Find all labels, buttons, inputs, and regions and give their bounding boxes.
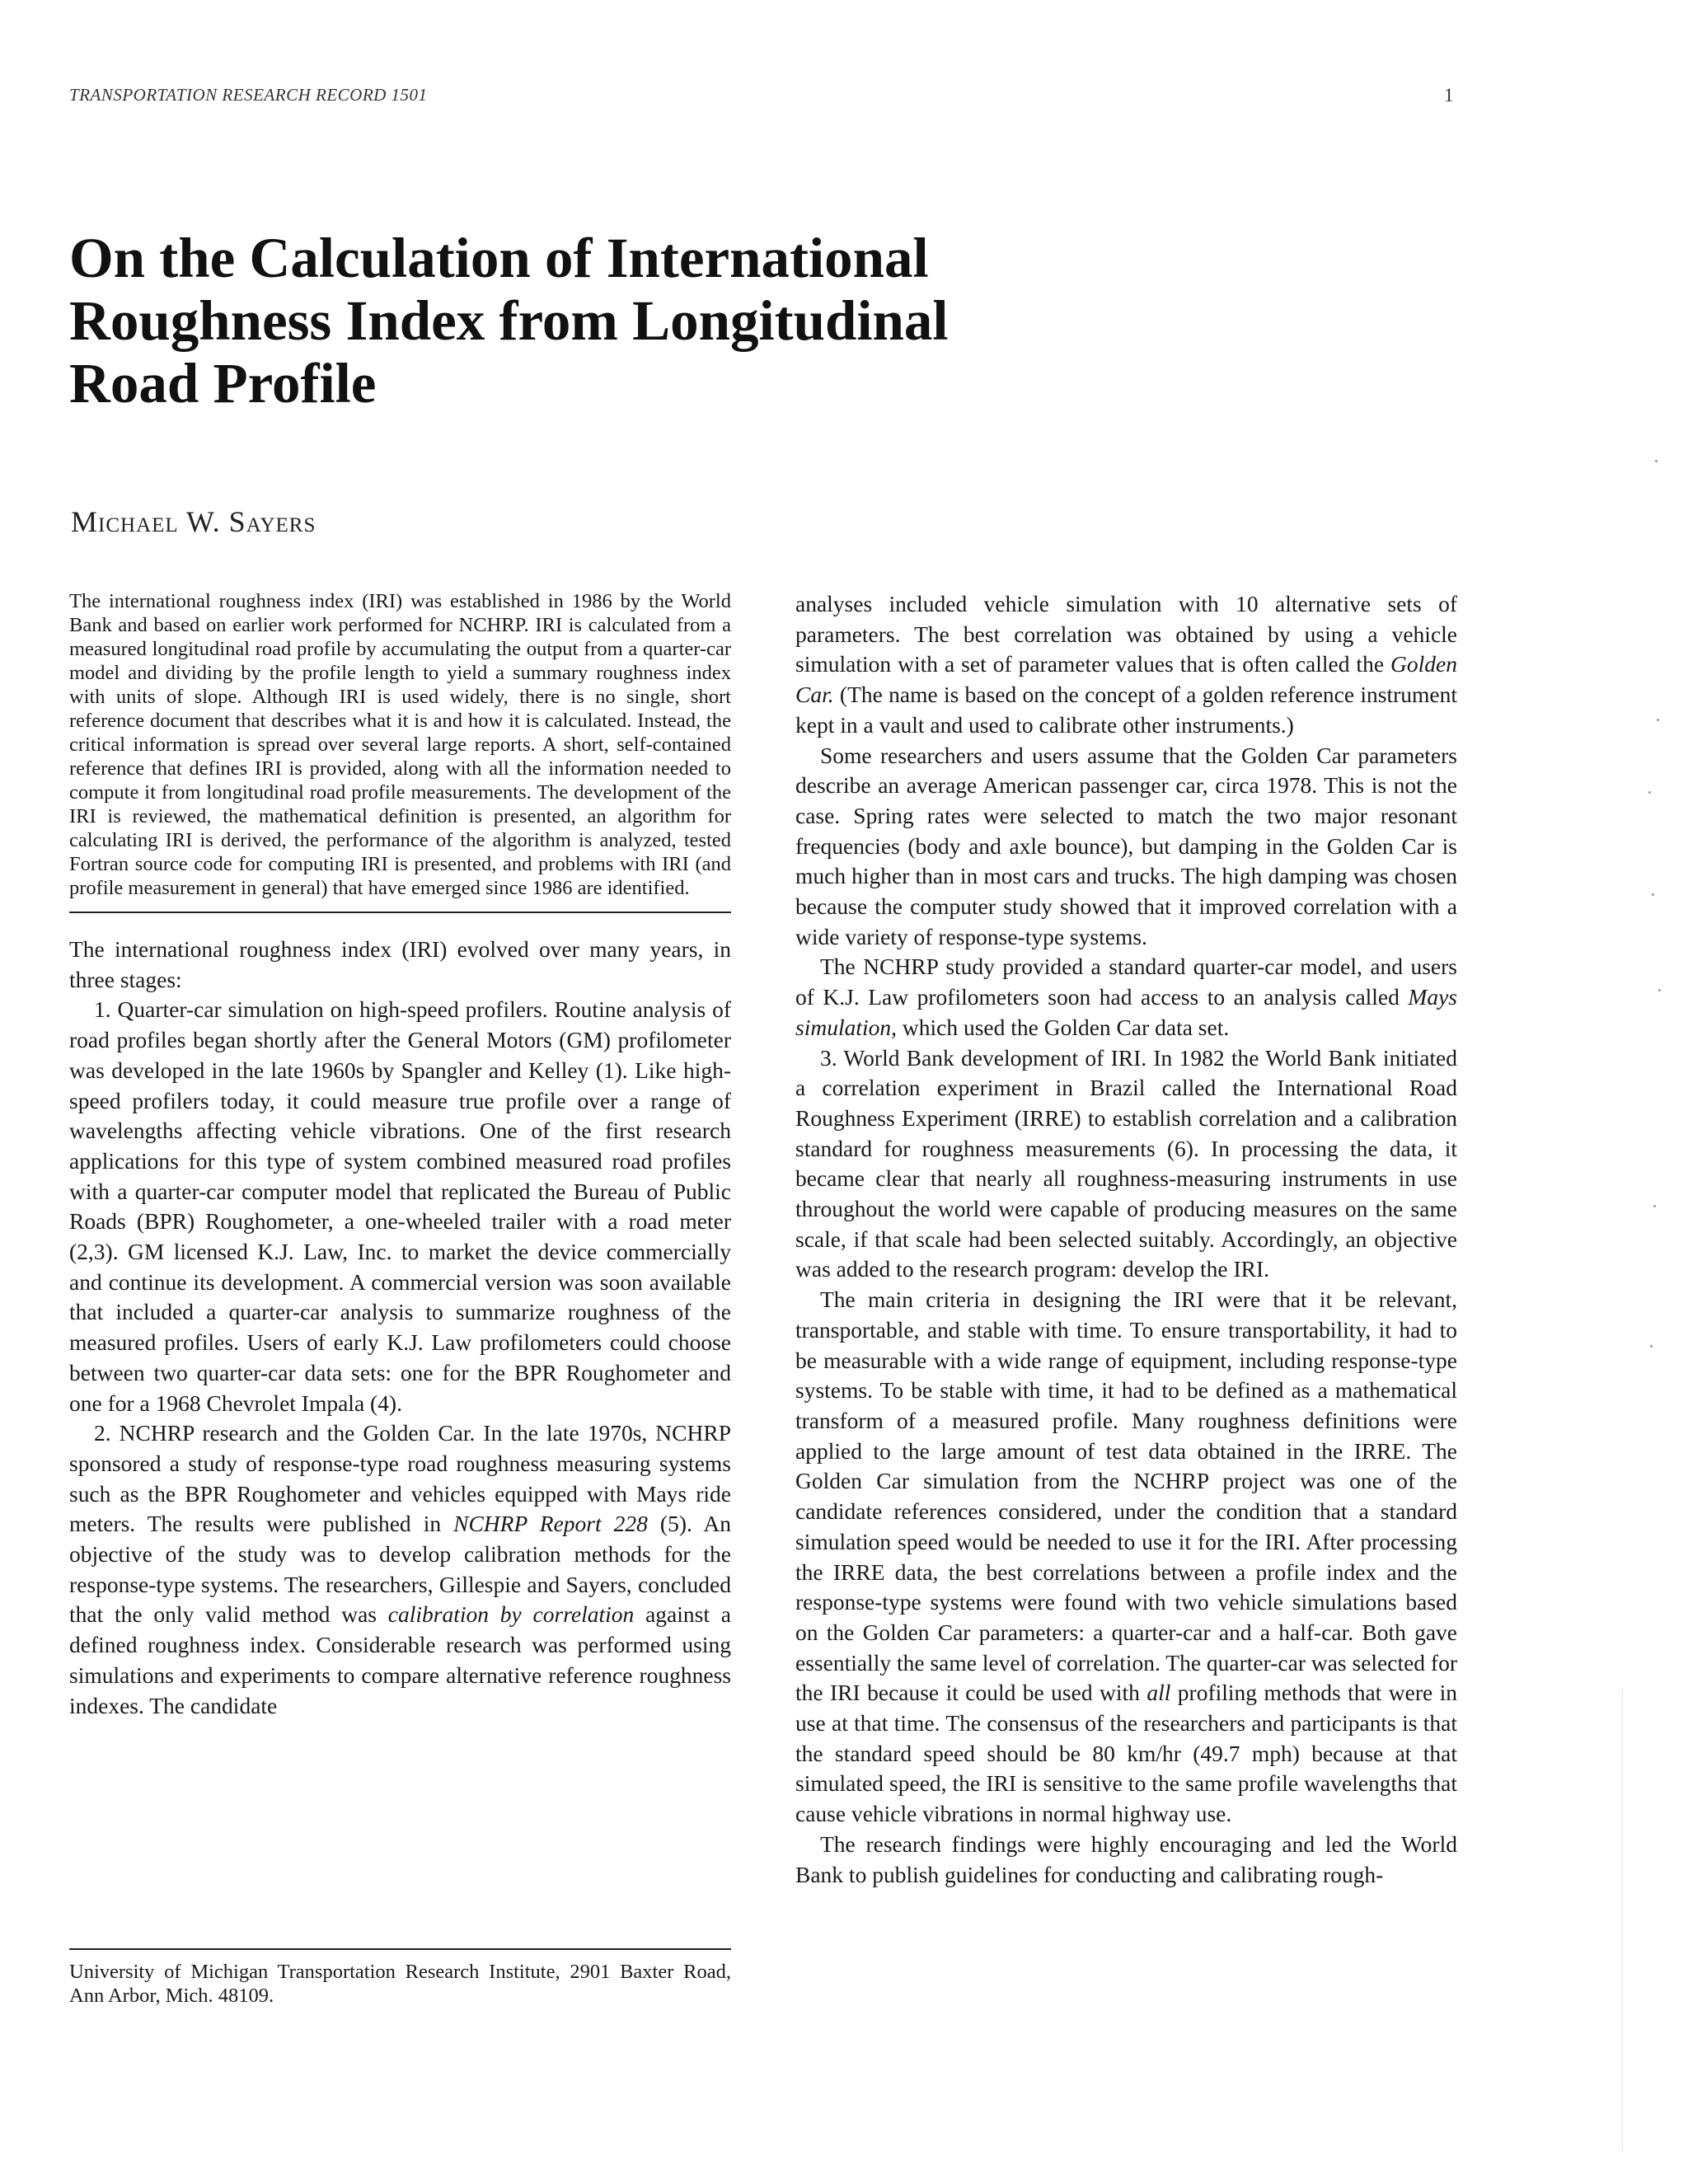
- left-column: [69, 589, 731, 1721]
- scan-speck: [1652, 893, 1654, 896]
- scan-edge-line: [1622, 1690, 1623, 2151]
- body-paragraph: Some researchers and users assume that the Golden Car parameters describe an average American passenger car, circa 1978. This is not the case. Spring rates were selected to match the two major resonant frequencies (body and axle bounce), but damping in the Golden Car is much higher than in most cars and trucks. The high damping was chosen because the computer study showed that it improved correlation with a wide variety of response-type systems.: [795, 742, 1457, 949]
- text-run: which used the Golden Car data set.: [897, 1014, 1230, 1040]
- text-run: profiling methods that were in use at that time. The consensus of the researchers and participants is that the standard speed should be 80 km/hr (49.7 mph) because at that simulated speed, the IRI is sensitive to the same profile wavelengths that cause vehicle vibrations in normal highway use.: [795, 1680, 1457, 1827]
- text-run: 2. NCHRP research and the Golden Car. In the late 1970s, NCHRP sponsored a study of response-type road roughness measuring systems such as the BPR Roughometer and vehicles equipped with Mays ride meters. The results were published in: [69, 1420, 731, 1537]
- abstract-divider: [69, 912, 731, 913]
- italic-text: all: [1146, 1680, 1171, 1706]
- text-run: The NCHRP study provided a standard quarter-car model, and users of K.J. Law profilometers soon had access to an analysis called: [795, 954, 1457, 1010]
- body-paragraph: The international roughness index (IRI) evolved over many years, in three stages:: [69, 936, 731, 992]
- italic-text: Golden Car.: [795, 651, 1457, 708]
- author-name: Michael W. Sayers: [71, 505, 316, 538]
- text-run: analyses included vehicle simulation with 10 alternative sets of parameters. The best correlation was obtained by using a vehicle simulation with a set of parameter values that is often called the: [795, 591, 1457, 677]
- italic-text: calibration by correlation: [387, 1601, 635, 1628]
- scan-speck: [1653, 1205, 1656, 1207]
- body-paragraph: 3. World Bank development of IRI. In 1982 the World Bank initiated a correlation experiment in Brazil called the International Road Roughness Experiment (IRRE) to establish correlation and a calibration standard for roughness measurements (6). In processing the data, it became clear that nearly all roughness-measuring instruments in use throughout the world were capable of producing measures on the same scale, if that scale had been selected suitably. Accordingly, an objective was added to the research program: develop the IRI.: [795, 1044, 1457, 1282]
- scan-speck: [1650, 1345, 1653, 1347]
- text-run: against a defined roughness index. Considerable research was performed using simulations and experiments to compare alternative reference roughness indexes. The candidate: [69, 1601, 731, 1718]
- body-paragraph: 1. Quarter-car simulation on high-speed profilers. Routine analysis of road profiles began shortly after the General Motors (GM) profilometer was developed in the late 1960s by Spangler and Kelley (1). Like high-speed profilers today, it could measure true profile over a range of wavelengths affecting vehicle vibrations. One of the first research applications for this type of system combined measured road profiles with a quarter-car computer model that replicated the Bureau of Public Roads (BPR) Roughometer, a one-wheeled trailer with a road meter (2,3). GM licensed K.J. Law, Inc. to market the device commercially and continue its development. A commercial version was soon available that included a quarter-car analysis to summarize roughness of the measured profiles. Users of early K.J. Law profilometers could choose between two quarter-car data sets: one for the BPR Roughometer and one for a 1968 Chevrolet Impala (4).: [69, 996, 731, 1416]
- footnote-divider: [69, 1948, 731, 1950]
- page-number: 1: [1444, 85, 1454, 105]
- title-line: Roughness Index from Longitudinal: [69, 289, 949, 352]
- body-paragraph: [795, 1285, 1457, 1830]
- body-paragraph: [795, 589, 1457, 741]
- scan-speck: [1655, 460, 1658, 462]
- italic-text: NCHRP Report 228: [453, 1511, 648, 1537]
- scan-speck: [1658, 989, 1661, 991]
- body-paragraph: [69, 1418, 731, 1721]
- text-run: (5). An objective of the study was to develop calibration methods for the response-type systems. The researchers, Gillespie and Sayers, concluded that the only valid method was: [69, 1511, 731, 1628]
- right-column: [795, 589, 1457, 1890]
- scan-speck: [1657, 719, 1659, 721]
- paper-title: [69, 227, 1306, 415]
- text-run: The main criteria in designing the IRI were that it be relevant, transportable, and stable with time. To ensure transportability, it had to be measurable with a wide range of equipment, including response-type systems. To be stable with time, it had to be defined as a mathematical transform of a measured profile. Many roughness definitions were applied to the large amount of test data obtained in the IRRE. The Golden Car simulation from the NCHRP project was one of the candidate references considered, under the condition that a standard simulation speed would be needed to use it for the IRI. After processing the IRRE data, the best correlations between a profile index and the response-type systems were found with two vehicle simulations based on the Golden Car parameters: a quarter-car and a half-car. Both gave essentially the same level of correlation. The quarter-car was selected for the IRI because it could be used with: [795, 1286, 1457, 1706]
- body-paragraph: [795, 952, 1457, 1043]
- running-head: TRANSPORTATION RESEARCH RECORD 1501: [69, 85, 428, 105]
- title-line: On the Calculation of International: [69, 227, 929, 289]
- body-paragraph: The research findings were highly encouraging and led the World Bank to publish guidelines for conducting and calibrating rough-: [795, 1830, 1457, 1887]
- title-line: Road Profile: [69, 352, 377, 415]
- italic-text: Mays simulation,: [795, 984, 1457, 1040]
- text-run: (The name is based on the concept of a golden reference instrument kept in a vault and used to calibrate other instruments.): [795, 682, 1457, 738]
- author-affiliation-footnote: University of Michigan Transportation Research Institute, 2901 Baxter Road, Ann Arbor, Mich. 48109.: [69, 1961, 731, 2007]
- abstract: The international roughness index (IRI) was established in 1986 by the World Bank and based on earlier work performed for NCHRP. IRI is calculated from a measured longitudinal road profile by accumulating the output from a quarter-car model and dividing by the profile length to yield a summary roughness index with units of slope. Although IRI is used widely, there is no single, short reference document that describes what it is and how it is calculated. Instead, the critical information is spread over several large reports. A short, self-contained reference that defines IRI is provided, along with all the information needed to compute it from longitudinal road profile measurements. The development of the IRI is reviewed, the mathematical definition is presented, an algorithm for calculating IRI is derived, the performance of the algorithm is analyzed, tested Fortran source code for computing IRI is presented, and problems with IRI (and profile measurement in general) that have emerged since 1986 are identified.: [69, 590, 731, 899]
- scan-speck: [1648, 791, 1651, 794]
